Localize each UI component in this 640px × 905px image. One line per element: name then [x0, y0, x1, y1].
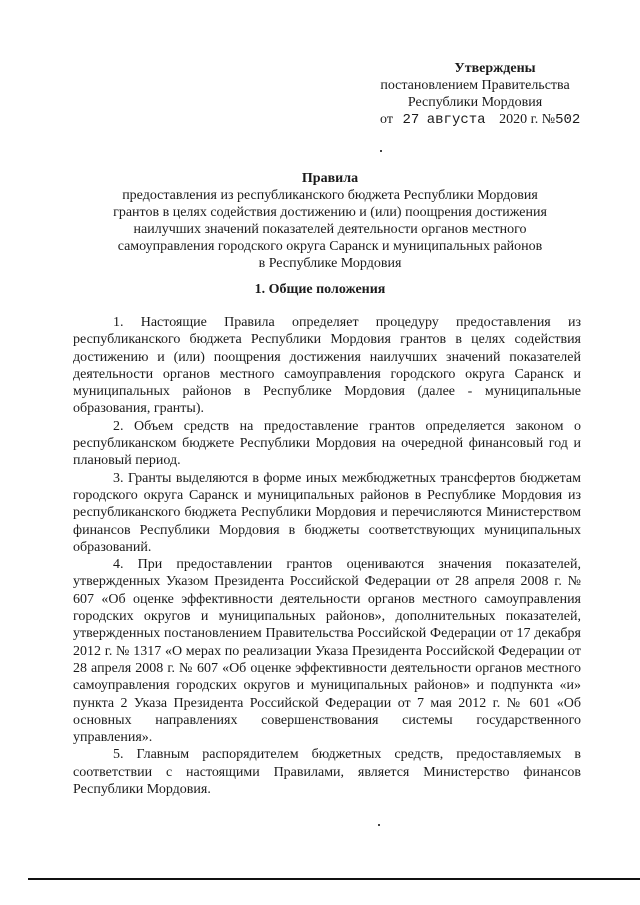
paragraph-2: 2. Объем средств на предоставление грантов определяется законом о республиканском бюджете Республики Мордовия на очередной финансовый год и плановый период.	[73, 418, 581, 469]
document-heading	[80, 170, 580, 272]
date-day: 27	[402, 112, 420, 128]
paragraph-1: 1. Настоящие Правила определяет процедуру предоставления из республиканского бюджета Республики Мордовия грантов в целях содействия достижению и (или) поощрения достижения наилучших значений показателей деятельности органов местного самоуправления городского округа Саранск и муниципальных районов в Республике Мордовия (далее - муниципальные образования, гранты).	[73, 315, 581, 417]
heading-line-1: предоставления из республиканского бюджета Республики Мордовия	[122, 188, 538, 203]
date-prefix: от	[380, 112, 393, 127]
document-body	[73, 314, 581, 798]
approval-block	[350, 60, 600, 129]
decree-number: 502	[555, 112, 581, 128]
heading-line-3: наилучших значений показателей деятельности органов местного	[133, 222, 527, 237]
heading-title: Правила	[301, 171, 359, 186]
scan-dot	[378, 824, 380, 826]
scan-dot	[380, 150, 382, 152]
paragraph-4: 4. При предоставлении грантов оцениваются значения показателей, утвержденных Указом Президента Российской Федерации от 28 апреля 2008 г. № 607 «Об оценке эффективности деятельности органов местного самоуправления городских округов и муниципальных районов», дополнительных показателей, утвержденных постановлением Правительства Российской Федерации от 17 декабря 2012 г. № 1317 «О мерах по реализации Указа Президента Российской Федерации от 28 апреля 2008 г. № 607 «Об оценке эффективности деятельности органов местного самоуправления городских округов и муниципальных районов» и подпункта «и» пункта 2 Указа Президента Российской Федерации от 7 мая 2012 г. № 601 «Об основных направлениях совершенствования системы государственного управления».	[73, 557, 581, 746]
heading-line-5: в Республике Мордовия	[258, 256, 402, 271]
approval-date-line	[350, 111, 600, 129]
approval-line-2: Республики Мордовия	[407, 95, 543, 110]
date-month: августа	[426, 112, 486, 128]
scan-edge-line	[28, 878, 640, 880]
section-title: 1. Общие положения	[254, 282, 386, 297]
date-year: 2020 г. №	[499, 112, 556, 127]
paragraph-5: 5. Главным распорядителем бюджетных средств, предоставляемых в соответствии с настоящими Правилами, является Министерство финансов Республики Мордовия.	[73, 747, 581, 798]
heading-line-4: самоуправления городского округа Саранск и муниципальных районов	[117, 239, 543, 254]
heading-line-2: грантов в целях содействия достижению и (или) поощрения достижения	[113, 205, 547, 220]
approval-title: Утверждены	[454, 61, 536, 76]
paragraph-3: 3. Гранты выделяются в форме иных межбюджетных трансфертов бюджетам городского округа Саранск и муниципальных районов в Республике Мордовия из республиканского бюджета Республики Мордовия и перечисляются Министерством финансов Республики Мордовия в бюджеты соответствующих муниципальных образований.	[73, 470, 581, 555]
approval-line-1: постановлением Правительства	[380, 78, 570, 93]
